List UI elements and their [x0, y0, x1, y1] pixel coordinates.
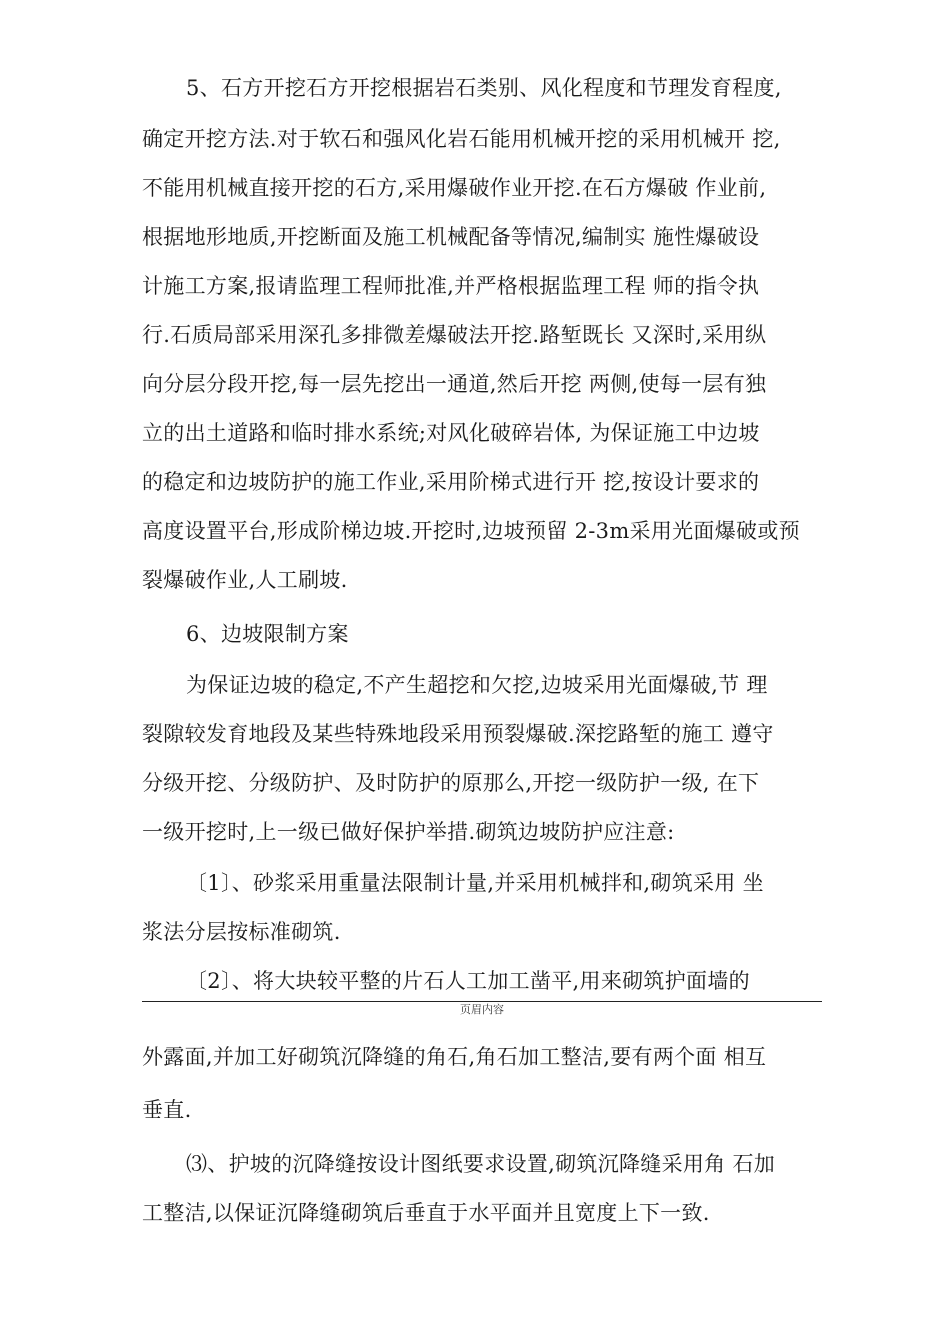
section6-line-2: 裂隙较发育地段及某些特殊地段采用预裂爆破.深挖路堑的施工 遵守 [142, 722, 774, 746]
section6-line-1: 为保证边坡的稳定,不产生超挖和欠挖,边坡采用光面爆破,节 理 [186, 673, 768, 697]
page2-line-2: 垂直. [142, 1098, 192, 1122]
section5-line-4: 根据地形地质,开挖断面及施工机械配备等情况,编制实 施性爆破设 [142, 225, 760, 249]
page-header-rule [142, 1001, 822, 1002]
section6-heading: 6、边坡限制方案 [186, 622, 349, 646]
item2-line-1: 〔2〕、将大块较平整的片石人工加工凿平,用来砌筑护面墙的 [186, 969, 750, 993]
page-header-label: 页眉内容 [460, 1003, 504, 1016]
section6-line-3: 分级开挖、分级防护、及时防护的原那么,开挖一级防护一级, 在下 [142, 771, 760, 795]
section5-line-2: 确定开挖方法.对于软石和强风化岩石能用机械开挖的采用机械开 挖, [142, 127, 781, 151]
item3-line-1: ⑶、护坡的沉降缝按设计图纸要求设置,砌筑沉降缝采用角 石加 [186, 1152, 776, 1176]
section5-line-6: 行.石质局部采用深孔多排微差爆破法开挖.路堑既长 又深时,采用纵 [142, 323, 767, 347]
page2-line-1: 外露面,并加工好砌筑沉降缝的角石,角石加工整洁,要有两个面 相互 [142, 1045, 767, 1069]
section6-line-4: 一级开挖时,上一级已做好保护举措.砌筑边坡防护应注意: [142, 820, 675, 844]
section5-line-5: 计施工方案,报请监理工程师批准,并严格根据监理工程 师的指令执 [142, 274, 760, 298]
section5-line-1: 5、石方开挖石方开挖根据岩石类别、风化程度和节理发育程度, [186, 76, 782, 100]
item3-line-2: 工整洁,以保证沉降缝砌筑后垂直于水平面并且宽度上下一致. [142, 1201, 710, 1225]
section5-line-8: 立的出土道路和临时排水系统;对风化破碎岩体, 为保证施工中边坡 [142, 421, 760, 445]
item1-line-2: 浆法分层按标准砌筑. [142, 920, 341, 944]
section5-line-3: 不能用机械直接开挖的石方,采用爆破作业开挖.在石方爆破 作业前, [142, 176, 767, 200]
section5-line-7: 向分层分段开挖,每一层先挖出一通道,然后开挖 两侧,使每一层有独 [142, 372, 767, 396]
section5-line-9: 的稳定和边坡防护的施工作业,采用阶梯式进行开 挖,按设计要求的 [142, 470, 760, 494]
section5-line-11: 裂爆破作业,人工刷坡. [142, 568, 348, 592]
item1-line-1: 〔1〕、砂浆采用重量法限制计量,并采用机械拌和,砌筑采用 坐 [186, 871, 764, 895]
section5-line-10: 高度设置平台,形成阶梯边坡.开挖时,边坡预留 2-3m采用光面爆破或预 [142, 519, 800, 543]
